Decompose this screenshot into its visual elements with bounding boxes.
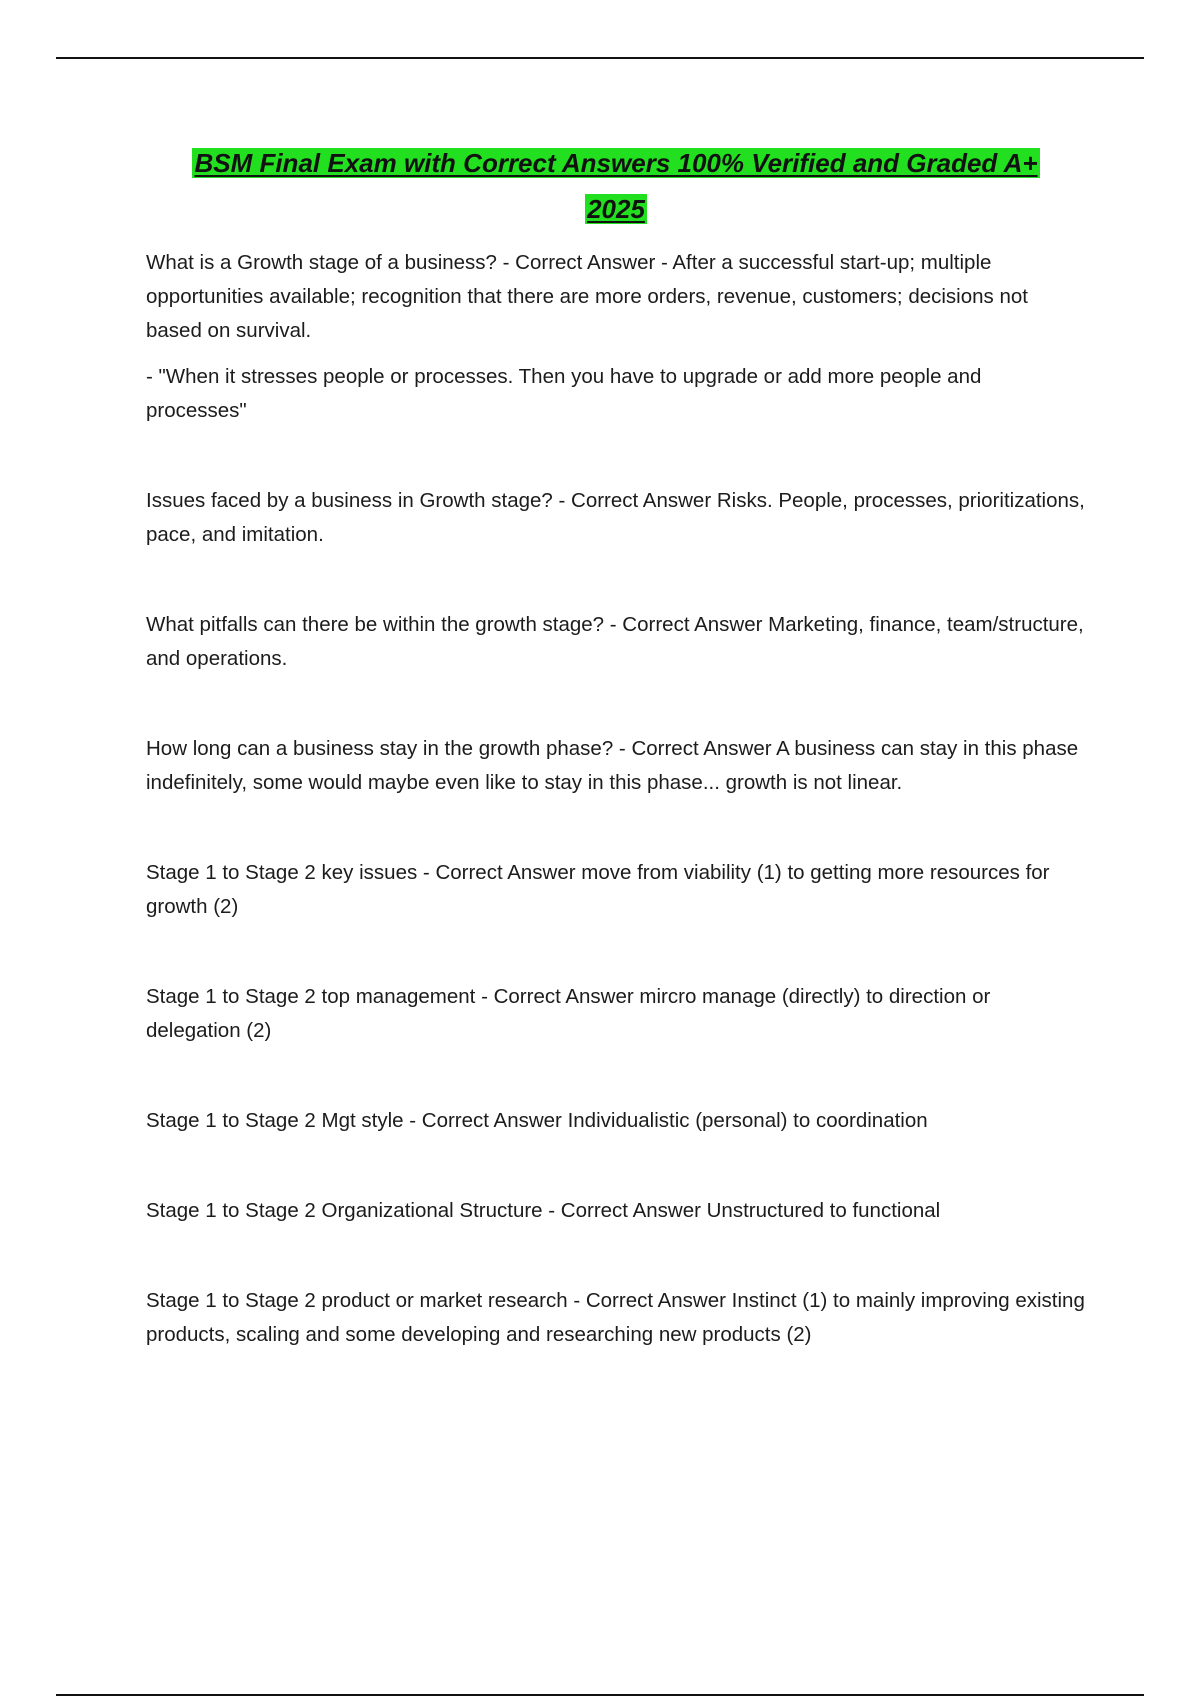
bottom-rule bbox=[56, 1694, 1144, 1696]
document-title bbox=[146, 140, 1086, 232]
qa-item-growth-stage-quote: - "When it stresses people or processes. Then you have to upgrade or add more people and processes" bbox=[146, 365, 982, 422]
qa-item-growth-pitfalls: What pitfalls can there be within the growth stage? - Correct Answer Marketing, finance, team/structure, and operations. bbox=[146, 613, 1084, 670]
top-rule bbox=[56, 57, 1144, 59]
qa-item-growth-issues: Issues faced by a business in Growth stage? - Correct Answer Risks. People, processes, prioritizations, pace, and imitation. bbox=[146, 489, 1085, 546]
title-line-2: 2025 bbox=[587, 194, 645, 224]
qa-item-top-management: Stage 1 to Stage 2 top management - Correct Answer mircro manage (directly) to direction or delegation (2) bbox=[146, 985, 991, 1042]
qa-item-market-research: Stage 1 to Stage 2 product or market research - Correct Answer Instinct (1) to mainly improving existing products, scaling and some developing and researching new products (2) bbox=[146, 1289, 1085, 1346]
document-page bbox=[146, 140, 1086, 1352]
title-line-1: BSM Final Exam with Correct Answers 100% Verified and Graded A+ bbox=[194, 148, 1038, 178]
qa-item-growth-stage: What is a Growth stage of a business? - Correct Answer - After a successful start-up; multiple opportunities available; recognition that there are more orders, revenue, customers; decisions not based on survival. bbox=[146, 251, 1028, 342]
qa-item-mgt-style: Stage 1 to Stage 2 Mgt style - Correct Answer Individualistic (personal) to coordination bbox=[146, 1109, 928, 1132]
qa-item-org-structure: Stage 1 to Stage 2 Organizational Structure - Correct Answer Unstructured to functional bbox=[146, 1199, 941, 1222]
qa-item-key-issues: Stage 1 to Stage 2 key issues - Correct Answer move from viability (1) to getting more resources for growth (2) bbox=[146, 861, 1050, 918]
qa-item-growth-duration: How long can a business stay in the growth phase? - Correct Answer A business can stay in this phase indefinitely, some would maybe even like to stay in this phase... growth is not linear. bbox=[146, 737, 1079, 794]
